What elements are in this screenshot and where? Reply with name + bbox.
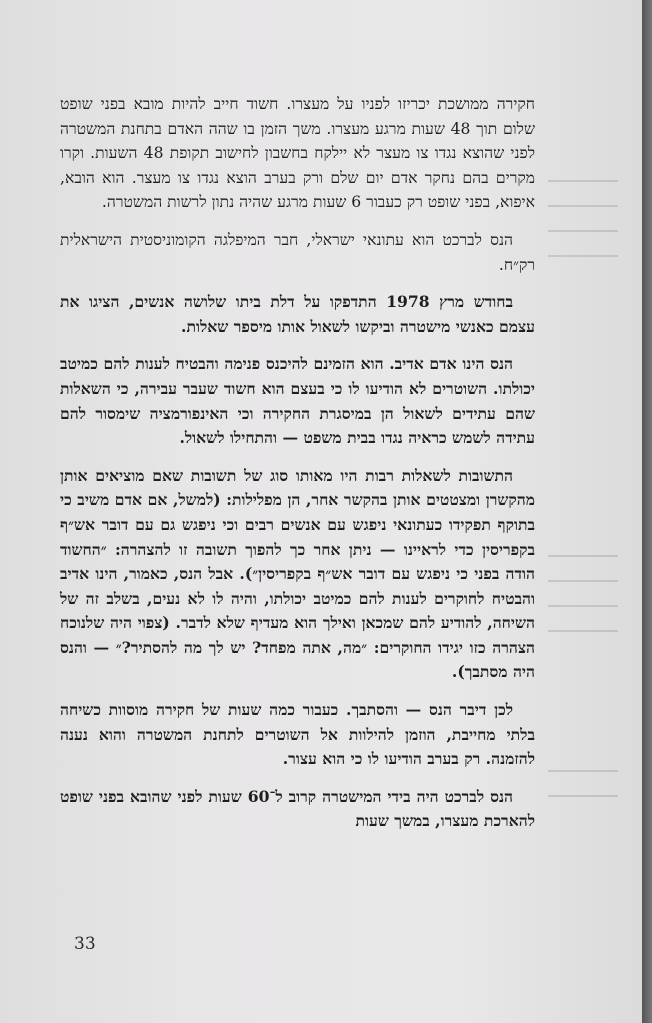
show-through-mark [548, 230, 618, 232]
show-through-mark [548, 770, 618, 772]
paragraph-1: חקירה ממושכת יכריזו לפניו על מעצרו. חשוד חייב להיות מובא בפני שופט שלום תוך 48 שעות מרגע מעצרו. משך הזמן בו שהה האדם בתחנת המשטרה לפני שהוצא נגדו צו מעצר לא יילקח בחשבון לחישוב תקופת 48 השעות. וקרו מקרים בהם נחקר אדם יום שלם ורק בערב הוצא נגדו צו מעצר. הוא הובא, איפוא, בפני שופט רק כעבור 6 שעות מרגע שהיה נתון לרשות המשטרה. [60, 95, 536, 212]
show-through-mark [548, 255, 618, 257]
show-through-mark [548, 205, 618, 207]
paragraph-5: התשובות לשאלות רבות היו מאותו סוג של תשובות שאם מוציאים אותן מהקשרן ומצטטים אותן בהקשר אחר, הן מפלילות: (למשל, אם אדם משיב כי בתוקף תפקידו כעתונאי ניפגש עם אנשים רבים וכי ניפגש גם עם דובר אש״ף בקפריסין כדי לראיינו — ניתן אחר כך להפוך תשובה זו להצהרה: ״החשוד הודה בפני כי ניפגש עם דובר אש״ף בקפריסין״). אבל הנס, כאמור, הינו אדיב והבטיח לחוקרים לענות להם כמיטב יכולתו, והיה לו לא נעים, בשלב זה של השיחה, להודיע להם שמכאן ואילך הוא מעדיף שלא לדבר. (צפוי היה שלנוכח הצהרה כזו יגידו החוקרים: ״מה, אתה מפחד? יש לך מה להסתיר?״ — והנס היה מסתבך). [60, 465, 535, 682]
paragraph-2: הנס לברכט הוא עתונאי ישראלי, חבר המיפלגה הקומוניסטית הישראלית רק״ח. [60, 230, 535, 274]
show-through-mark [548, 795, 618, 797]
show-through-mark [548, 580, 618, 582]
page-edge-shadow [642, 0, 652, 1023]
show-through-mark [548, 605, 618, 607]
paragraph-6: לכן דיבר הנס — והסתבך. כעבור כמה שעות של חקירה מוסוות כשיחה בלתי מחייבת, הוזמן להילוות אל השוטרים לתחנת המשטרה והוא נענה להזמנה. רק בערב הודיעו לו כי הוא עצור. [60, 700, 535, 769]
page-number: 33 [74, 934, 96, 954]
show-through-mark [548, 630, 618, 632]
paragraph-3: בחודש מרץ 1978 התדפקו על דלת ביתו שלושה אנשים, הציגו את עצמם כאנשי מישטרה וביקשו לשאול אותו מיספר שאלות. [60, 292, 535, 336]
paragraph-7: הנס לברכט היה בידי המישטרה קרוב ל־60 שעות לפני שהובא בפני שופט להארכת מעצרו, במשך שעות [60, 786, 535, 831]
show-through-mark [548, 555, 618, 557]
body-text [60, 92, 535, 834]
show-through-mark [548, 180, 618, 182]
paragraph-4: הנס הינו אדם אדיב. הוא הזמינם להיכנס פנימה והבטיח לענות להם כמיטב יכולתו. השוטרים לא הודיעו לו כי בעצם הוא חשוד שעבר עבירה, כי השאלות שהם עתידים לשאול הן במיסגרת החקירה וכי האינפורמציה שימסור להם עתידה לשמש כראיה נגדו בבית משפט — והתחילו לשאול. [60, 354, 535, 448]
